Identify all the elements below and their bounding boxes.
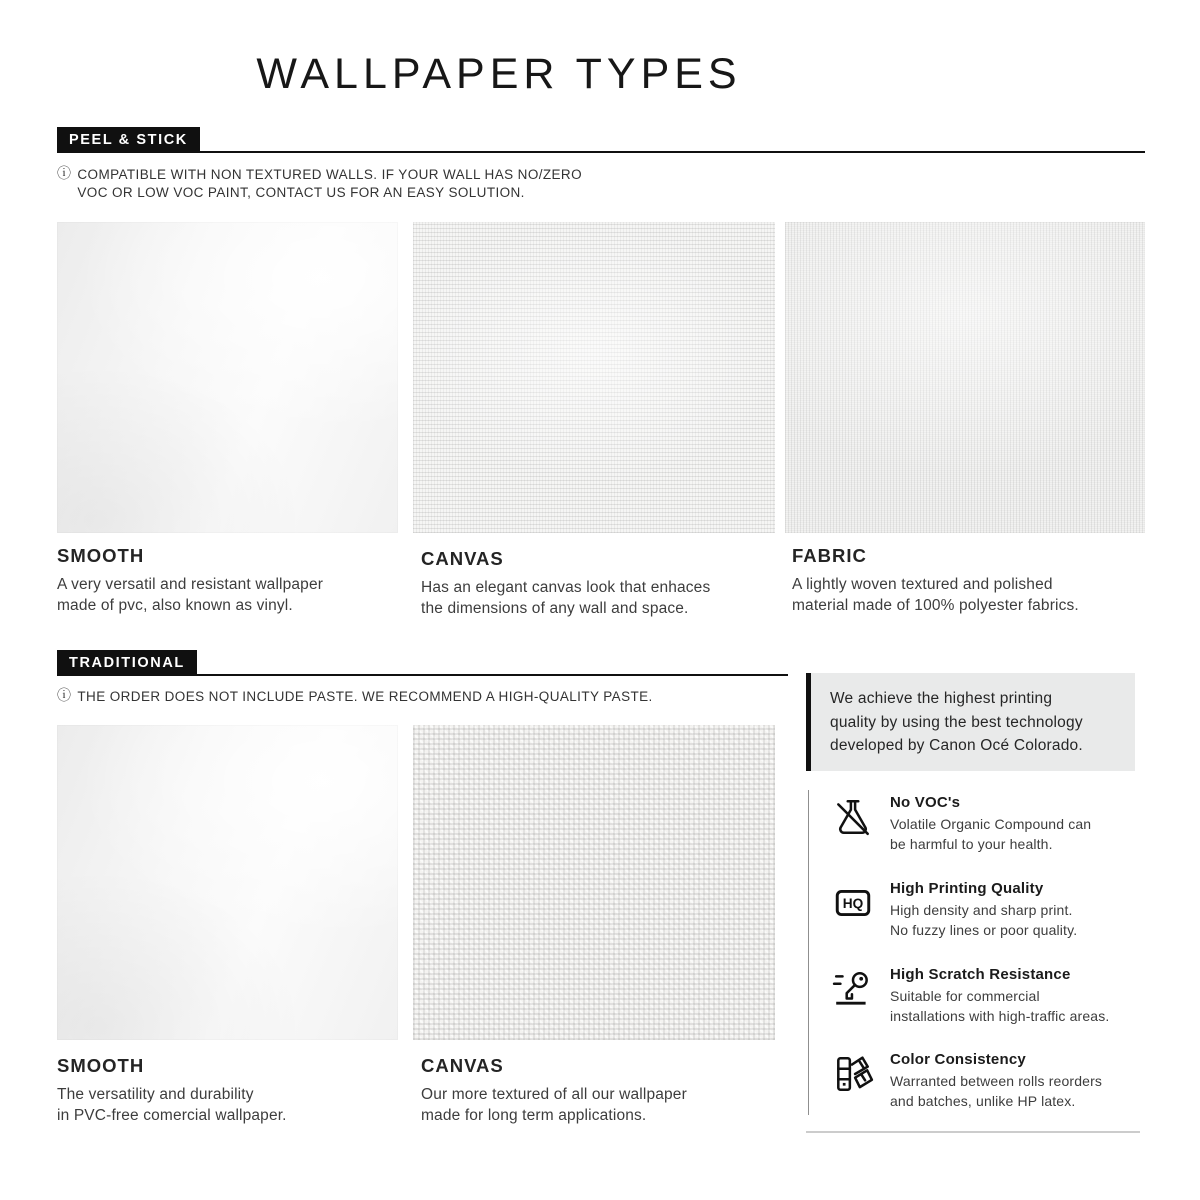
- peel-stick-note: [57, 166, 582, 201]
- note-line: VOC OR LOW VOC PAINT, CONTACT US FOR AN EASY SOLUTION.: [77, 184, 525, 200]
- swatch-name: FABRIC: [792, 545, 867, 566]
- hq-badge-icon: [832, 882, 874, 924]
- no-voc-flask-icon: [832, 796, 874, 838]
- traditional-note: [57, 688, 653, 706]
- feature-desc: Warranted between rolls reorders and batches, unlike HP latex.: [890, 1073, 1103, 1109]
- caption-smooth-peel: [57, 545, 402, 616]
- caption-smooth-traditional: [57, 1055, 402, 1126]
- swatch-desc: Our more textured of all our wallpaper made for long term applications.: [421, 1086, 687, 1124]
- quote-line: developed by Canon Océ Colorado.: [830, 737, 1083, 754]
- feature-high-printing-quality: [806, 880, 1146, 940]
- key-scratch-icon: [832, 968, 874, 1010]
- note-line: THE ORDER DOES NOT INCLUDE PASTE. WE RECOMMEND A HIGH-QUALITY PASTE.: [77, 689, 653, 704]
- note-text: [77, 688, 652, 706]
- swatch-image-fabric-peel: [785, 222, 1145, 533]
- caption-canvas-traditional: [421, 1055, 777, 1126]
- swatch-image-canvas-traditional: [413, 725, 775, 1040]
- color-swatchbook-icon: [832, 1053, 874, 1095]
- feature-title: No VOC's: [890, 794, 961, 811]
- swatch-image-smooth-traditional: [57, 725, 398, 1040]
- caption-fabric-peel: [792, 545, 1148, 616]
- section-label-peel-stick: PEEL & STICK: [57, 127, 200, 153]
- swatch-name: SMOOTH: [57, 545, 145, 566]
- info-icon: ⓘ: [57, 166, 72, 182]
- feature-desc: Suitable for commercial installations with high-traffic areas.: [890, 988, 1110, 1024]
- feature-no-voc: [806, 794, 1146, 854]
- swatch-name: SMOOTH: [57, 1055, 145, 1076]
- page-title: WALLPAPER TYPES: [256, 50, 742, 98]
- caption-canvas-peel: [421, 548, 777, 619]
- section-label-traditional: TRADITIONAL: [57, 650, 197, 676]
- feature-high-scratch-resistance: [806, 966, 1146, 1026]
- section-rule-peel-stick: [57, 151, 1145, 153]
- note-text: [77, 166, 582, 201]
- info-icon: ⓘ: [57, 688, 72, 704]
- feature-desc: High density and sharp print. No fuzzy lines or poor quality.: [890, 902, 1078, 938]
- swatch-desc: A lightly woven textured and polished material made of 100% polyester fabrics.: [792, 576, 1079, 614]
- swatch-image-canvas-peel: [413, 222, 775, 533]
- quote-line: We achieve the highest printing: [830, 690, 1053, 707]
- feature-desc: Volatile Organic Compound can be harmful to your health.: [890, 816, 1092, 852]
- printing-quality-callout: [806, 673, 1135, 771]
- note-line: COMPATIBLE WITH NON TEXTURED WALLS. IF YOUR WALL HAS NO/ZERO: [77, 167, 582, 182]
- swatch-name: CANVAS: [421, 548, 504, 569]
- svg-text:HQ: HQ: [842, 896, 864, 912]
- swatch-desc: A very versatil and resistant wallpaper made of pvc, also known as vinyl.: [57, 576, 324, 614]
- sidebar-bottom-rule: [806, 1131, 1140, 1133]
- swatch-desc: Has an elegant canvas look that enhaces the dimensions of any wall and space.: [421, 579, 711, 617]
- feature-title: High Scratch Resistance: [890, 966, 1071, 983]
- feature-title: High Printing Quality: [890, 880, 1044, 897]
- swatch-name: CANVAS: [421, 1055, 504, 1076]
- feature-color-consistency: [806, 1051, 1146, 1111]
- swatch-desc: The versatility and durability in PVC-free comercial wallpaper.: [57, 1086, 287, 1124]
- swatch-image-smooth-peel: [57, 222, 398, 533]
- feature-title: Color Consistency: [890, 1051, 1026, 1068]
- quote-line: quality by using the best technology: [830, 713, 1083, 731]
